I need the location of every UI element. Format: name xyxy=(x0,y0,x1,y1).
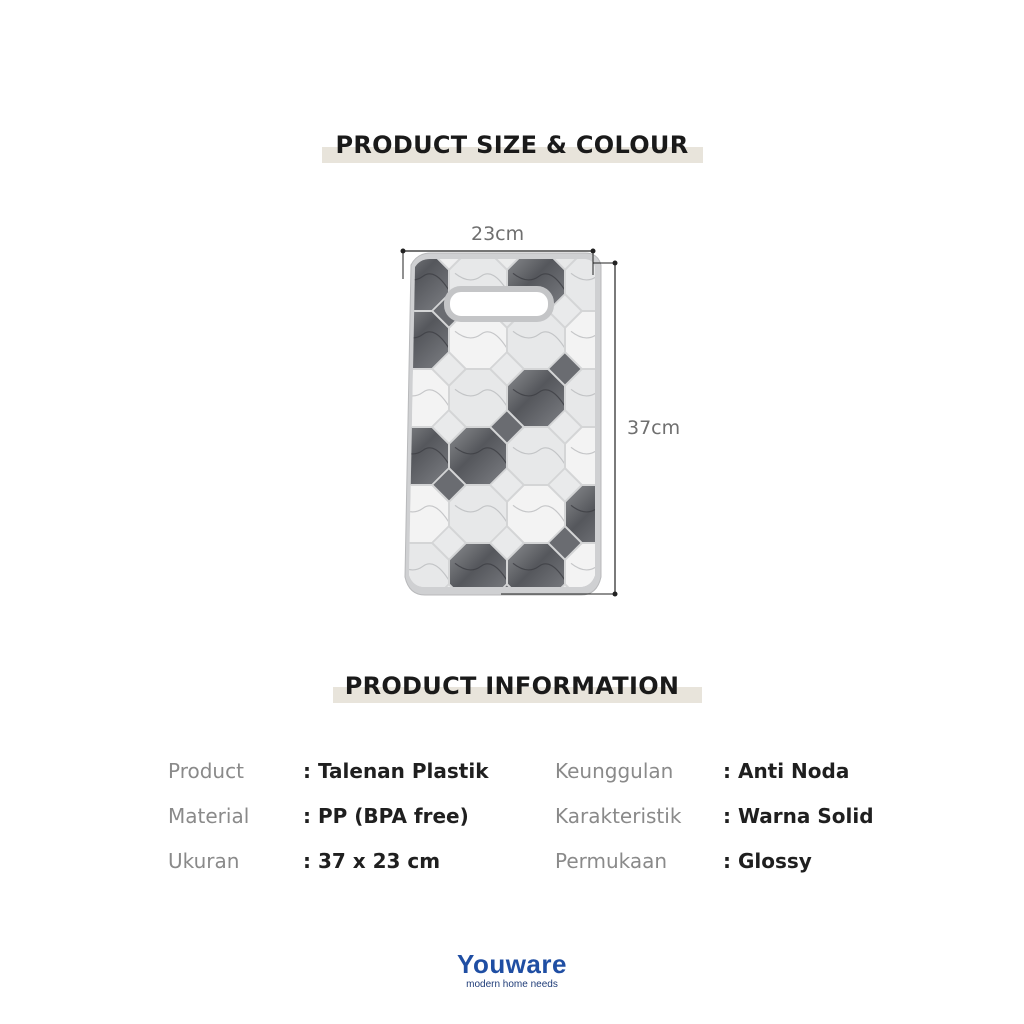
info-section-title: PRODUCT INFORMATION xyxy=(344,672,680,700)
marble-octagon-tile xyxy=(565,311,623,369)
brand-name: Youware xyxy=(457,949,567,979)
board-width-label: 23cm xyxy=(471,223,525,245)
brand-logo xyxy=(0,948,1024,990)
info-value-material: : PP (BPA free) xyxy=(303,804,469,828)
board-height-label: 37cm xyxy=(627,417,681,439)
marble-diamond-tile xyxy=(606,526,640,560)
info-value-product: : Talenan Plastik xyxy=(303,759,489,783)
info-label-keunggulan: Keunggulan xyxy=(555,759,674,783)
marble-octagon-tile xyxy=(565,427,623,485)
marble-octagon-tile xyxy=(565,485,623,543)
info-value-keunggulan: : Anti Noda xyxy=(723,759,850,783)
marble-diamond-tile xyxy=(606,468,640,502)
handle-hole xyxy=(447,289,551,319)
info-value-karakteristik: : Warna Solid xyxy=(723,804,874,828)
cutting-board-illustration xyxy=(395,245,630,605)
marble-diamond-tile xyxy=(606,352,640,386)
marble-diamond-tile xyxy=(606,584,640,618)
info-label-product: Product xyxy=(168,759,244,783)
marble-octagon-tile xyxy=(565,369,623,427)
info-label-permukaan: Permukaan xyxy=(555,849,668,873)
info-value-permukaan: : Glossy xyxy=(723,849,812,873)
info-label-ukuran: Ukuran xyxy=(168,849,240,873)
info-label-karakteristik: Karakteristik xyxy=(555,804,682,828)
marble-diamond-tile xyxy=(606,294,640,328)
info-label-material: Material xyxy=(168,804,250,828)
size-section-title: PRODUCT SIZE & COLOUR xyxy=(335,131,689,159)
info-value-ukuran: : 37 x 23 cm xyxy=(303,849,441,873)
brand-tagline: modern home needs xyxy=(466,979,558,990)
